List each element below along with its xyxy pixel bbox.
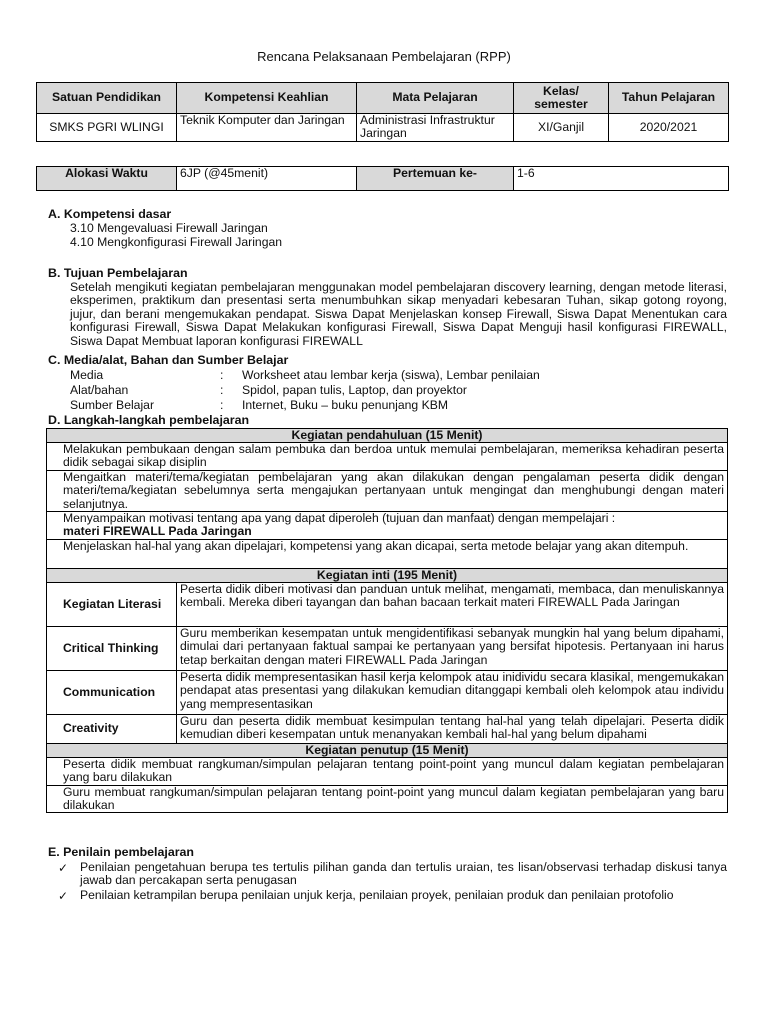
penutup-item: Guru membuat rangkuman/simpulan pelajaran tentang point-point yang muncul dalam kegiatan pembelajaran yang baru dilakukan [47,785,728,813]
col-kelas-semester: Kelas/ semester [514,83,609,114]
alokasi-waktu-value: 6JP (@45menit) [177,167,357,191]
pendahuluan-item: Mengaitkan materi/tema/kegiatan pembelajaran yang akan dilakukan dengan pengalaman peserta didik dengan materi/tema/kegiatan sebelumnya serta mengajukan pertanyaan untuk mengingat dan menghubungi dengan materi selanjutnya. [47,470,728,511]
inti-text: Peserta didik diberi motivasi dan panduan untuk melihat, mengamati, membaca, dan menuliskannya kembali. Mereka diberi tayangan dan bahan bacaan terkait materi FIREWALL Pada Jaringan [177,582,728,626]
section-c-heading: C. Media/alat, Bahan dan Sumber Belajar [48,353,289,367]
document-page: Rencana Pelaksanaan Pembelajaran (RPP) Satuan Pendidikan Kompetensi Keahlian Mata Pelajaran Kelas/ semester Tahun Pelajaran SMKS PGRI WLINGI Teknik Komputer dan Jaringan Administrasi Infrastruktur Jaringan XI/Ganjil 2020/2021 Alokasi Waktu 6JP (@45menit) Pertemuan ke- 1-6 A. Kompetensi dasar 3.10 Mengevaluasi Firewall Jaringan 4.10 Mengkonfigurasi Firewall Jaringan B. Tujuan Pembelajaran Setelah mengikuti kegiatan pembelajaran menggunakan model pembelajaran discovery learning, dengan metode literasi, eksperimen, praktikum dan presentasi serta menumbuhkan sikap menyadari kebesaran Tuhan, sikap gotong royong, jujur, dan berani mengemukakan pendapat. Siswa Dapat Menjelaskan konsep Firewall, Siswa Dapat Menentukan cara konfigurasi Firewall, Siswa Dapat Melakukan konfigurasi Firewall, Siswa Dapat Menguji hasil konfigurasi FIREWALL, Siswa Dapat Membuat laporan konfigurasi FIREWALL C. Media/alat, Bahan dan Sumber Belajar Media : Worksheet atau lembar kerja (siswa), Lembar penilaian Alat/bahan : Spidol, papan tulis, Laptop, dan proyektor Sumber Belajar : Internet, Buku – buku penunjang KBM D. Langkah-langkah pembelajaran Kegiatan pendahuluan (15 Menit) Melakukan pembukaan dengan salam pembuka dan berdoa untuk memulai pembelajaran, memeriksa kehadiran peserta didik sebagai sikap disiplin Mengaitkan materi/tema/kegiatan pembelajaran yang akan dilakukan dengan pengalaman peserta didik dengan materi/tema/kegiatan sebelumnya serta mengajukan pertanyaan untuk mengingat dan menghubungi dengan materi selanjutnya. Menyampaikan motivasi tentang apa yang dapat diperoleh (tujuan dan manfaat) dengan mempelajari : materi FIREWALL Pada Jaringan Menjelaskan hal-hal yang akan dipelajari, kompetensi yang akan dicapai, serta metode belajar yang akan ditempuh. Kegiatan inti (195 Menit) Kegiatan Literasi Peserta didik diberi motivasi dan panduan untuk melihat, mengamati, membaca, dan menuliskannya kembali. Mereka diberi tayangan dan bahan bacaan terkait materi FIREWALL Pada Jaringan Critical Thinking Guru memberikan kesempatan untuk mengidentifikasi sebanyak mungkin hal yang belum dipahami, dimulai dari pertanyaan faktual sampai ke pertanyaan yang bersifat hipotesis. Pertanyaan ini harus tetap berkaitan dengan materi FIREWALL Pada Jaringan Communication Peserta didik mempresentasikan hasil kerja kelompok atau inidividu secara klasikal, mengemukakan pendapat atas presentasi yang dilakukan kemudian ditanggapi kembali oleh kelompok atau individu yang mempresentasikan Creativity Guru dan peserta didik membuat kesimpulan tentang hal-hal yang telah dipelajari. Peserta didik kemudian diberi kesempatan untuk menanyakan kembali hal-hal yang belum dipahami Kegiatan penutup (15 Menit) Peserta didik membuat rangkuman/simpulan pelajaran tentang point-point yang muncul dalam kegiatan pembelajaran yang baru dilakukan Guru membuat rangkuman/simpulan pelajaran tentang point-point yang muncul dalam kegiatan pembelajaran yang baru dilakukan E. Penilain pembelajaran ✓ Penilaian pengetahuan berupa tes tertulis pilihan ganda dan tertulis uraian, tes lisan/observasi terhadap diskusi tanya jawab dan percakapan serta penugasan ✓ Penilaian ketrampilan berupa penilaian unjuk kerja, penilaian proyek, penilaian produk dan penilaian protofolio [0,0,768,1024]
check-icon: ✓ [58,889,69,903]
pendahuluan-item: Menyampaikan motivasi tentang apa yang dapat diperoleh (tujuan dan manfaat) dengan mempelajari : materi FIREWALL Pada Jaringan [47,512,728,540]
section-d-heading: D. Langkah-langkah pembelajaran [48,413,250,427]
check-icon: ✓ [58,861,69,875]
inti-title: Kegiatan inti (195 Menit) [47,568,728,582]
col-kompetensi-keahlian: Kompetensi Keahlian [177,83,357,114]
pertemuan-value: 1-6 [514,167,729,191]
header-table [36,82,729,142]
inti-label: Critical Thinking [47,626,177,670]
pendahuluan-item: Menjelaskan hal-hal yang akan dipelajari, kompetensi yang akan dicapai, serta metode belajar yang akan ditempuh. [47,539,728,568]
time-table [36,166,729,191]
penutup-item: Peserta didik membuat rangkuman/simpulan pelajaran tentang point-point yang muncul dalam kegiatan pembelajaran yang baru dilakukan [47,757,728,785]
kd-item: 4.10 Mengkonfigurasi Firewall Jaringan [70,235,283,249]
section-a-heading: A. Kompetensi dasar [48,207,172,221]
pertemuan-label: Pertemuan ke- [357,167,514,191]
steps-table [46,428,728,813]
col-satuan-pendidikan: Satuan Pendidikan [37,83,177,114]
pendahuluan-title: Kegiatan pendahuluan (15 Menit) [47,429,728,443]
inti-text: Guru memberikan kesempatan untuk mengidentifikasi sebanyak mungkin hal yang belum dipahami, dimulai dari pertanyaan faktual sampai ke pertanyaan yang bersifat hipotesis. Pertanyaan ini harus tetap berkaitan dengan materi FIREWALL Pada Jaringan [177,626,728,670]
section-e-heading: E. Penilain pembelajaran [48,845,194,859]
tujuan-text: Setelah mengikuti kegiatan pembelajaran menggunakan model pembelajaran discovery learning, dengan metode literasi, eksperimen, praktikum dan presentasi serta menumbuhkan sikap menyadari kebesaran Tuhan, sikap gotong royong, jujur, dan berani mengemukakan pendapat. Siswa Dapat Menjelaskan konsep Firewall, Siswa Dapat Menentukan cara konfigurasi Firewall, Siswa Dapat Melakukan konfigurasi Firewall, Siswa Dapat Menguji hasil konfigurasi FIREWALL, Siswa Dapat Membuat laporan konfigurasi FIREWALL [70,280,727,348]
inti-text: Peserta didik mempresentasikan hasil kerja kelompok atau inidividu secara klasikal, mengemukakan pendapat atas presentasi yang dilakukan kemudian ditanggapi kembali oleh kelompok atau individu yang mempresentasikan [177,670,728,714]
document-title: Rencana Pelaksanaan Pembelajaran (RPP) [257,49,511,64]
penutup-title: Kegiatan penutup (15 Menit) [47,743,728,757]
col-tahun-pelajaran: Tahun Pelajaran [609,83,729,114]
value-tahun-pelajaran: 2020/2021 [609,114,729,142]
inti-label: Kegiatan Literasi [47,582,177,626]
inti-label: Creativity [47,714,177,743]
value-kelas-semester: XI/Ganjil [514,114,609,142]
pendahuluan-item: Melakukan pembukaan dengan salam pembuka dan berdoa untuk memulai pembelajaran, memeriksa kehadiran peserta didik sebagai sikap disiplin [47,443,728,471]
value-mata-pelajaran: Administrasi Infrastruktur Jaringan [357,114,514,142]
alokasi-waktu-label: Alokasi Waktu [37,167,177,191]
value-kompetensi-keahlian: Teknik Komputer dan Jaringan [177,114,357,142]
value-satuan-pendidikan: SMKS PGRI WLINGI [37,114,177,142]
penilaian-item: Penilaian pengetahuan berupa tes tertulis pilihan ganda dan tertulis uraian, tes lisan/observasi terhadap diskusi tanya jawab dan percakapan serta penugasan [80,860,727,888]
section-b-heading: B. Tujuan Pembelajaran [48,266,188,280]
kd-item: 3.10 Mengevaluasi Firewall Jaringan [70,221,268,235]
inti-label: Communication [47,670,177,714]
col-mata-pelajaran: Mata Pelajaran [357,83,514,114]
inti-text: Guru dan peserta didik membuat kesimpulan tentang hal-hal yang telah dipelajari. Peserta didik kemudian diberi kesempatan untuk menanyakan kembali hal-hal yang belum dipahami [177,714,728,743]
penilaian-item: Penilaian ketrampilan berupa penilaian unjuk kerja, penilaian proyek, penilaian produk dan penilaian protofolio [80,888,674,902]
